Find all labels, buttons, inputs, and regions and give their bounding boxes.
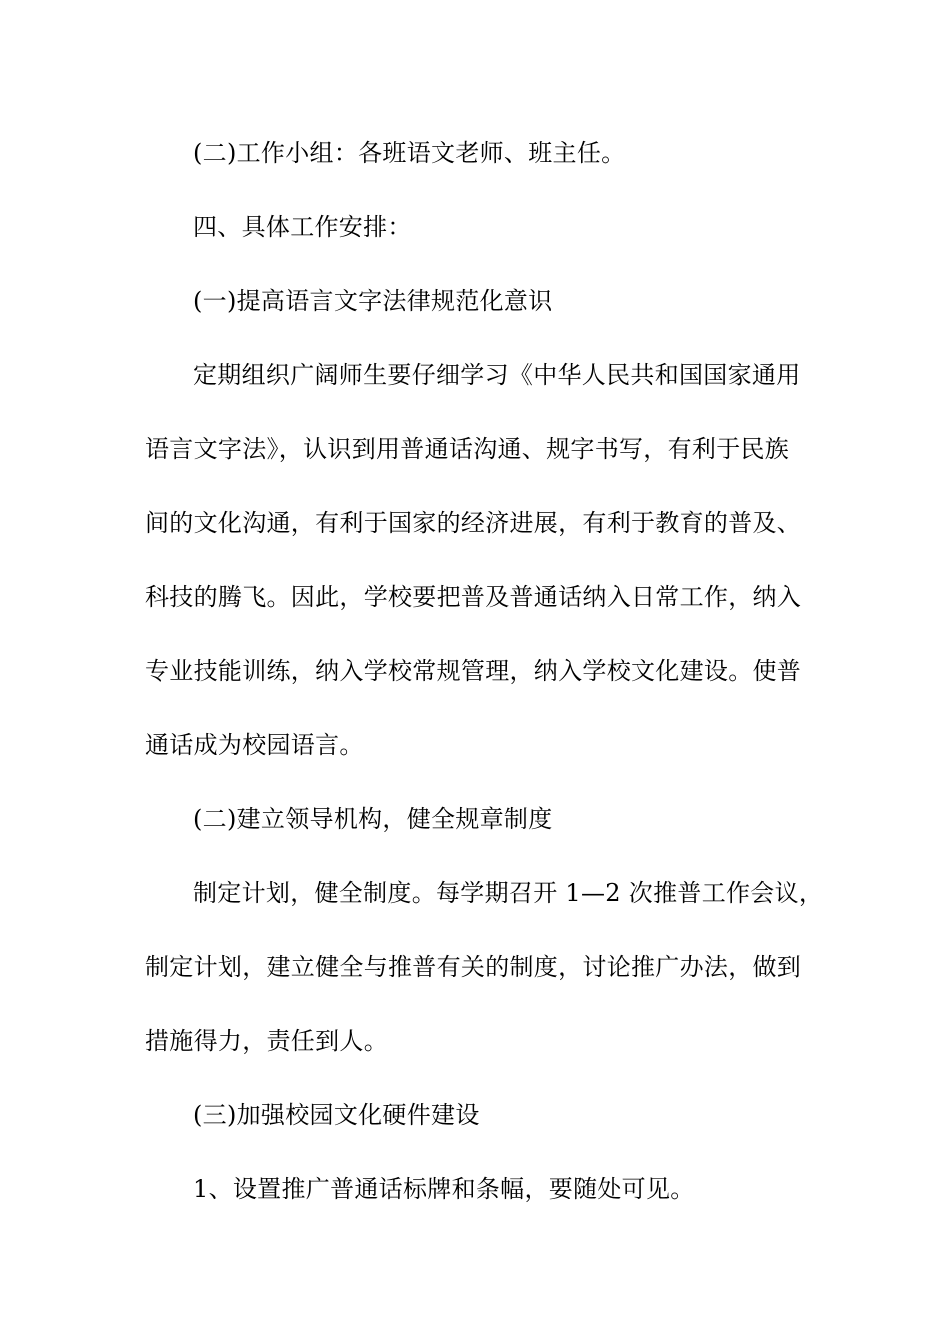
paragraph-line: 语言文字法》，认识到用普通话沟通、规字书写，有利于民族 (145, 435, 790, 463)
paragraph-line: 间的文化沟通，有利于国家的经济进展，有利于教育的普及、 (145, 509, 802, 537)
section-heading-work-group: (二)工作小组：各班语文老师、班主任。 (193, 139, 626, 167)
list-item: 1、设置推广普通话标牌和条幅，要随处可见。 (193, 1175, 695, 1203)
paragraph-line: 定期组织广阔师生要仔细学习《中华人民共和国国家通用 (193, 361, 801, 389)
paragraph-line: 专业技能训练，纳入学校常规管理，纳入学校文化建设。使普 (145, 657, 802, 685)
subsection-heading-campus-culture: (三)加强校园文化硬件建设 (193, 1101, 480, 1129)
paragraph-line: 措施得力，责任到人。 (145, 1027, 388, 1055)
section-heading-work-arrangement: 四、具体工作安排： (193, 213, 412, 241)
paragraph-line: 制定计划，建立健全与推普有关的制度，讨论推广办法，做到 (145, 953, 802, 981)
subsection-heading-legal-awareness: (一)提高语言文字法律规范化意识 (193, 287, 553, 315)
paragraph-line: 科技的腾飞。因此，学校要把普及普通话纳入日常工作，纳入 (145, 583, 802, 611)
document-body (145, 130, 824, 1240)
paragraph-line: 制定计划，健全制度。每学期召开 1—2 次推普工作会议， (193, 879, 824, 907)
paragraph-line: 通话成为校园语言。 (145, 731, 364, 759)
subsection-heading-leadership: (二)建立领导机构，健全规章制度 (193, 805, 553, 833)
